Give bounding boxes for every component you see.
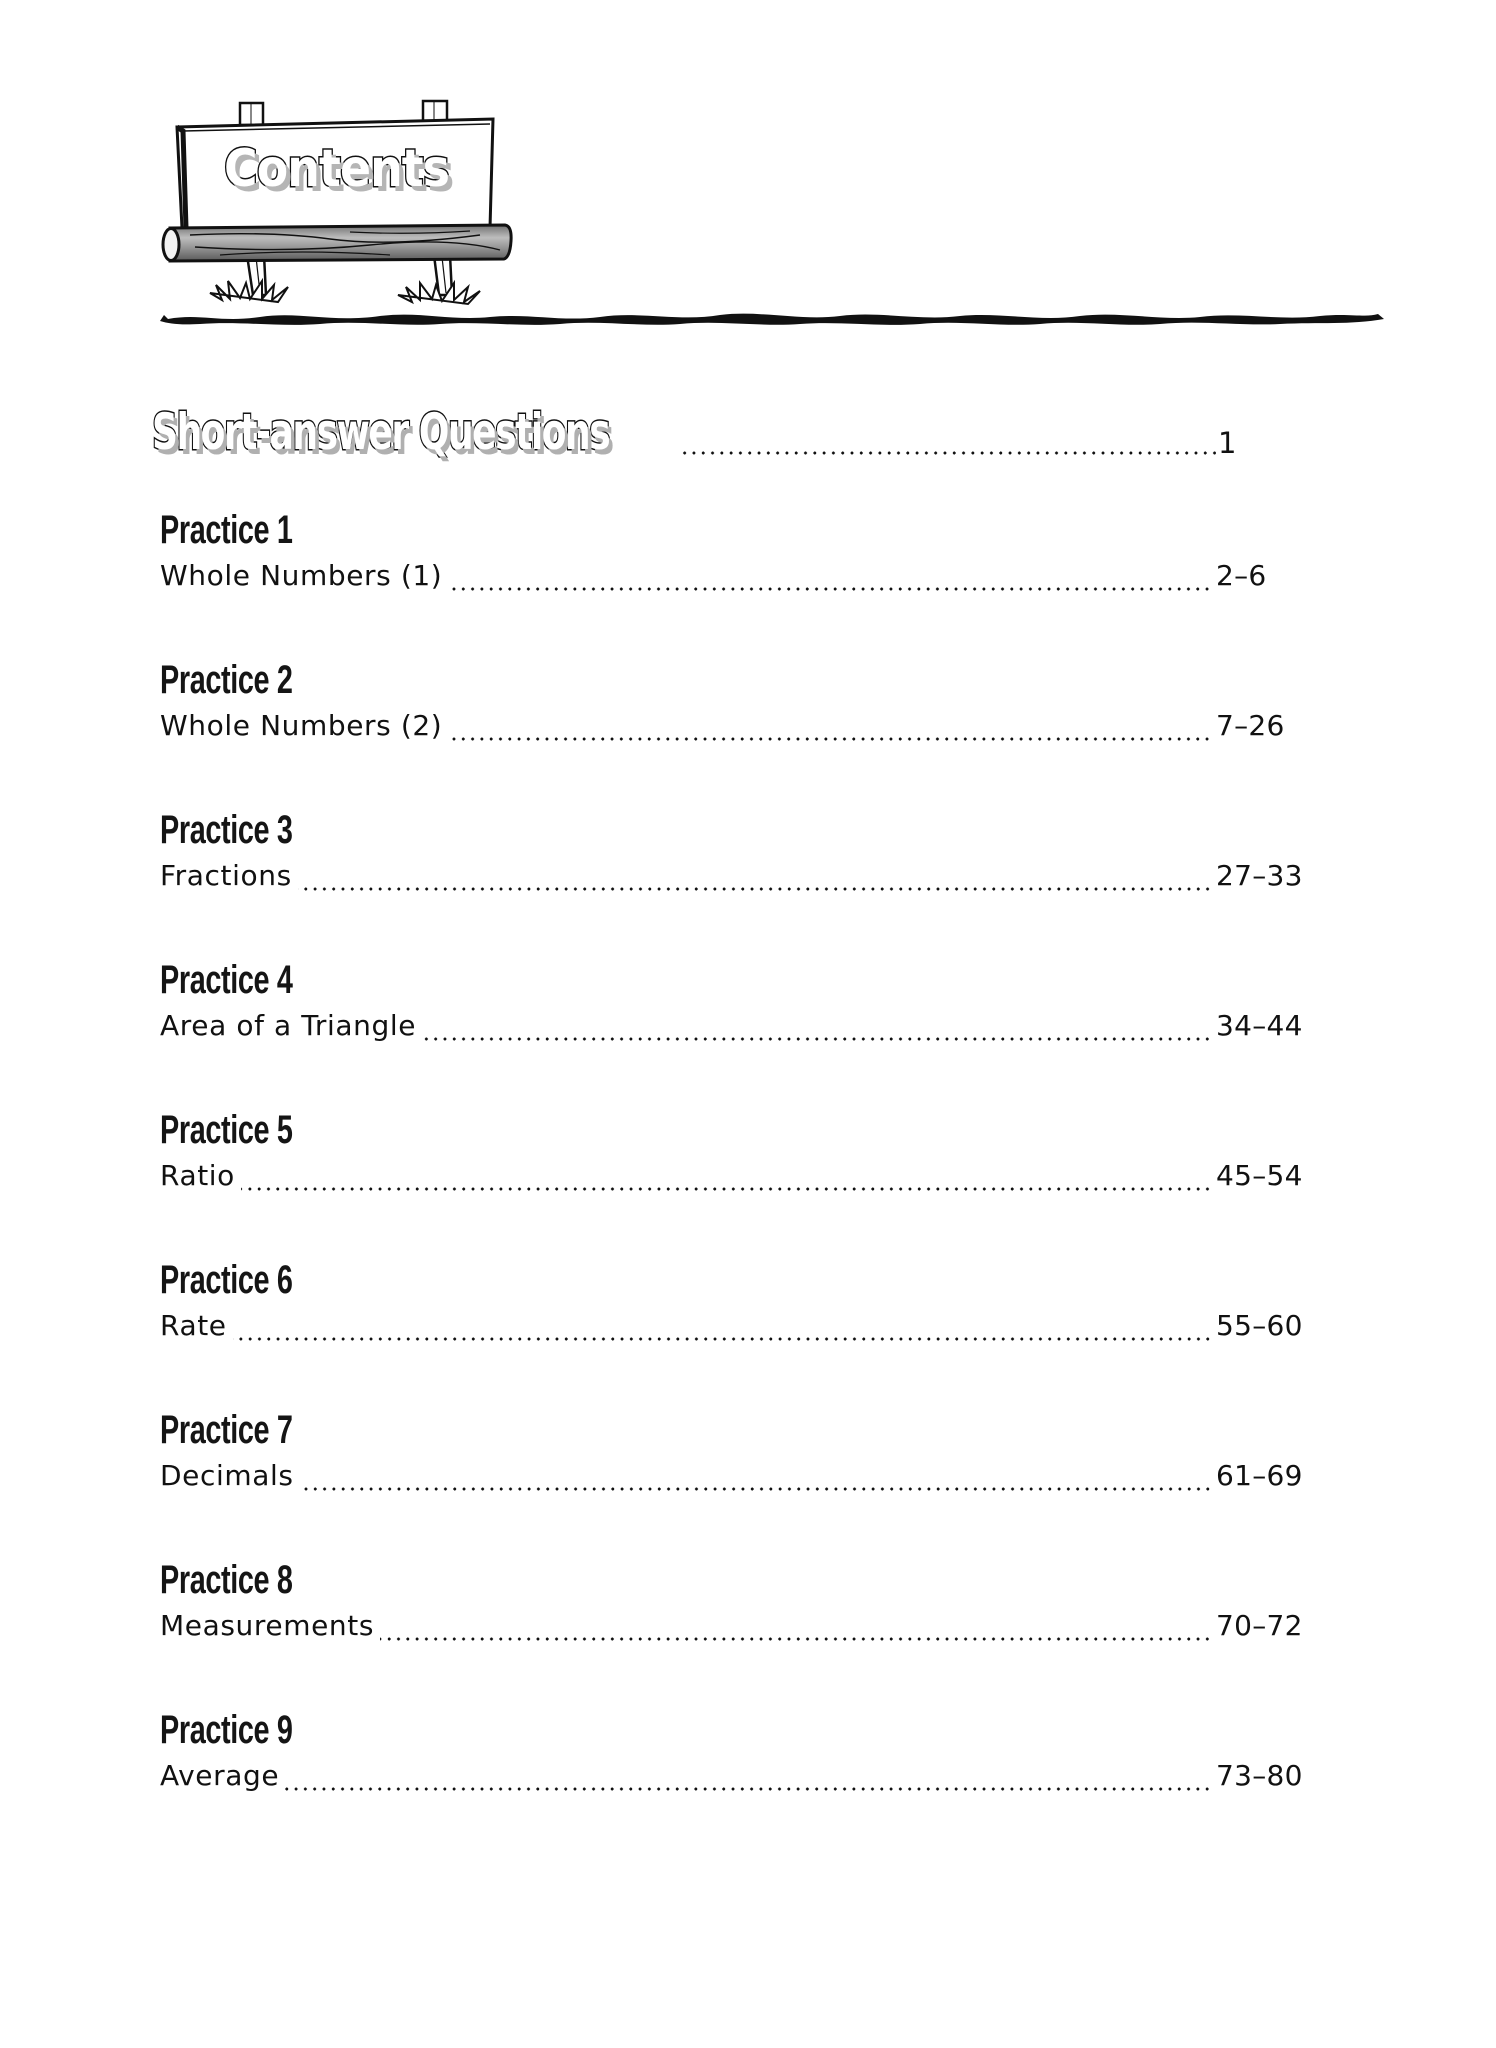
dot-leader bbox=[380, 1636, 1212, 1642]
toc-entry-practice-6[interactable] bbox=[160, 1260, 1310, 1380]
dot-leader bbox=[422, 1036, 1212, 1042]
contents-signboard bbox=[150, 95, 520, 310]
contents-title: Contents bbox=[224, 139, 450, 199]
toc-entry-practice-4[interactable] bbox=[160, 960, 1310, 1080]
practice-title: Practice 9 bbox=[160, 1708, 293, 1752]
page-range: 73–80 bbox=[1216, 1759, 1303, 1792]
toc-entry-practice-7[interactable] bbox=[160, 1410, 1310, 1530]
dot-leader bbox=[448, 586, 1212, 592]
toc-entry-practice-8[interactable] bbox=[160, 1560, 1310, 1680]
toc-entry-practice-1[interactable] bbox=[160, 510, 1310, 630]
topic-label: Rate bbox=[160, 1309, 227, 1342]
toc-entry-practice-9[interactable] bbox=[160, 1710, 1310, 1830]
toc-line[interactable] bbox=[160, 1758, 1310, 1798]
topic-label: Fractions bbox=[160, 859, 292, 892]
topic-label: Decimals bbox=[160, 1459, 294, 1492]
page-range: 55–60 bbox=[1216, 1309, 1303, 1342]
toc-line[interactable] bbox=[160, 1458, 1310, 1498]
toc-line[interactable] bbox=[160, 558, 1310, 598]
wavy-line-icon bbox=[160, 305, 1385, 329]
practice-title: Practice 1 bbox=[160, 508, 293, 552]
page-range: 61–69 bbox=[1216, 1459, 1303, 1492]
toc-entry-practice-3[interactable] bbox=[160, 810, 1310, 930]
page-range: 70–72 bbox=[1216, 1609, 1303, 1642]
toc-line[interactable] bbox=[160, 1608, 1310, 1648]
dot-leader bbox=[233, 1336, 1212, 1342]
topic-label: Average bbox=[160, 1759, 280, 1792]
topic-label: Ratio bbox=[160, 1159, 235, 1192]
practice-title: Practice 7 bbox=[160, 1408, 293, 1452]
topic-label: Whole Numbers (1) bbox=[160, 559, 443, 592]
page-range: 45–54 bbox=[1216, 1159, 1303, 1192]
page-range: 7–26 bbox=[1216, 709, 1285, 742]
page-range: 34–44 bbox=[1216, 1009, 1303, 1042]
practice-title: Practice 6 bbox=[160, 1258, 293, 1302]
section-page-number: 1 bbox=[1218, 426, 1237, 460]
section-heading: Short-answer Questions bbox=[152, 403, 610, 461]
dot-leader bbox=[680, 450, 1216, 456]
page-range: 27–33 bbox=[1216, 859, 1303, 892]
toc-entry-practice-5[interactable] bbox=[160, 1110, 1310, 1230]
topic-label: Whole Numbers (2) bbox=[160, 709, 443, 742]
dot-leader bbox=[285, 1786, 1212, 1792]
toc-line[interactable] bbox=[160, 708, 1310, 748]
toc-entry-practice-2[interactable] bbox=[160, 660, 1310, 780]
topic-label: Measurements bbox=[160, 1609, 375, 1642]
dot-leader bbox=[448, 736, 1212, 742]
practice-title: Practice 2 bbox=[160, 658, 293, 702]
dot-leader bbox=[300, 1486, 1212, 1492]
toc-line[interactable] bbox=[160, 1308, 1310, 1348]
practice-title: Practice 4 bbox=[160, 958, 293, 1002]
section-short-answer[interactable] bbox=[150, 400, 1250, 475]
wavy-divider bbox=[160, 305, 1385, 334]
dot-leader bbox=[241, 1186, 1212, 1192]
page-range: 2–6 bbox=[1216, 559, 1267, 592]
dot-leader bbox=[298, 886, 1212, 892]
toc-line[interactable] bbox=[160, 858, 1310, 898]
signboard-icon bbox=[150, 95, 520, 310]
toc-line[interactable] bbox=[160, 1008, 1310, 1048]
toc-line[interactable] bbox=[160, 1158, 1310, 1198]
practice-title: Practice 5 bbox=[160, 1108, 293, 1152]
topic-label: Area of a Triangle bbox=[160, 1009, 417, 1042]
practice-title: Practice 3 bbox=[160, 808, 293, 852]
practice-title: Practice 8 bbox=[160, 1558, 293, 1602]
